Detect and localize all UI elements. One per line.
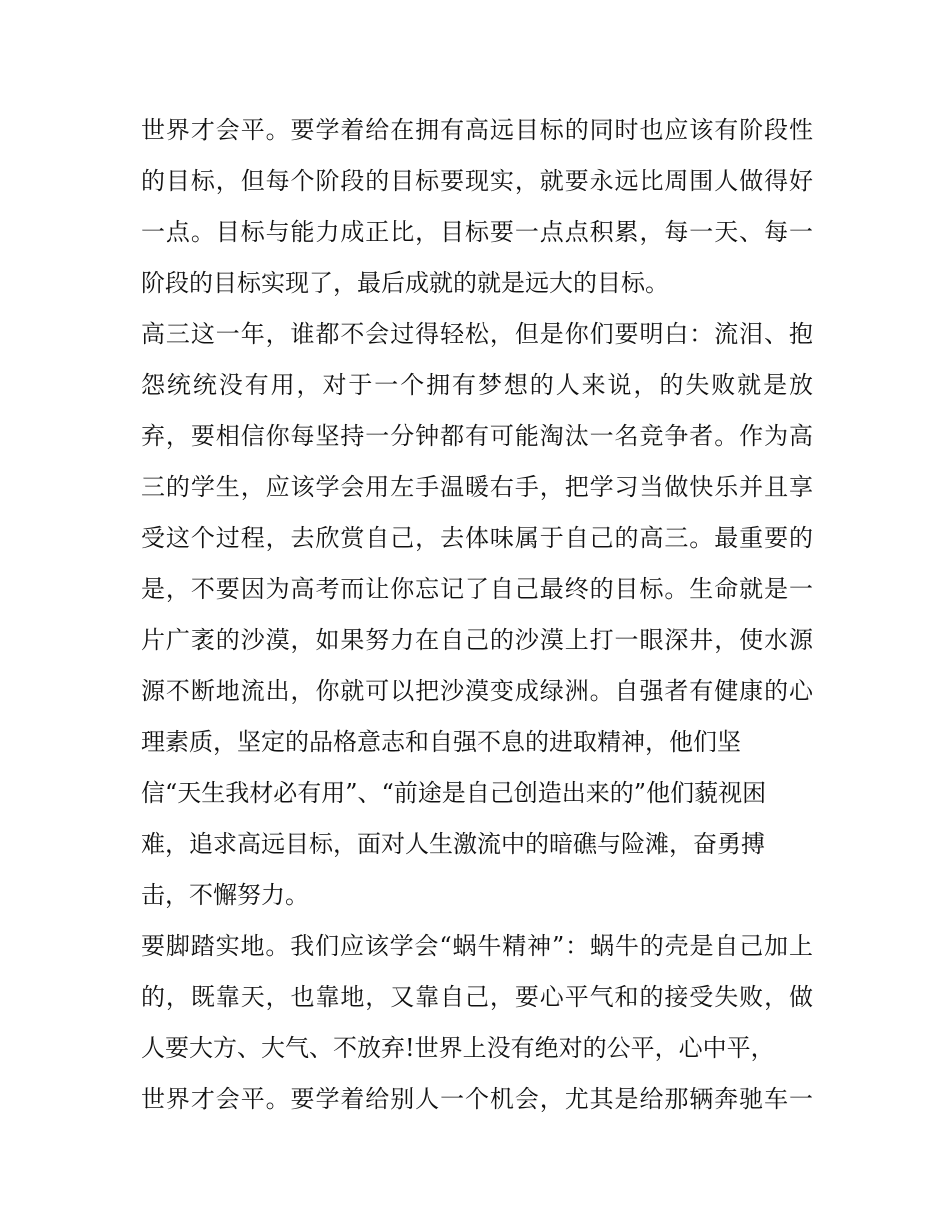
text-line: 信“天生我材必有用”、“前途是自己创造出来的”他们藐视困	[141, 779, 767, 807]
text-line: 世界才会平。要学着给在拥有高远目标的同时也应该有阶段性	[141, 116, 813, 144]
text-line: 一点。目标与能力成正比，目标要一点点积累，每一天、每一	[141, 218, 813, 246]
text-line: 源不断地流出，你就可以把沙漠变成绿洲。自强者有健康的心	[141, 677, 813, 705]
text-line: 人要大方、大气、不放弃!世界上没有绝对的公平，心中平，	[141, 1034, 775, 1062]
text-line: 高三这一年，谁都不会过得轻松，但是你们要明白：流泪、抱	[141, 320, 813, 348]
text-line: 要脚踏实地。我们应该学会“蜗牛精神”：蜗牛的壳是自己加上	[141, 932, 813, 960]
text-line: 阶段的目标实现了，最后成就的就是远大的目标。	[141, 269, 669, 297]
text-line: 片广袤的沙漠，如果努力在自己的沙漠上打一眼深井，使水源	[141, 626, 813, 654]
text-line: 是，不要因为高考而让你忘记了自己最终的目标。生命就是一	[141, 575, 813, 603]
text-line: 难，追求高远目标，面对人生激流中的暗礁与险滩，奋勇搏	[141, 830, 765, 858]
text-line: 的，既靠天，也靠地，又靠自己，要心平气和的接受失败，做	[141, 983, 813, 1011]
text-line: 理素质，坚定的品格意志和自强不息的进取精神，他们坚	[141, 728, 741, 756]
text-line: 的目标，但每个阶段的目标要现实，就要永远比周围人做得好	[141, 167, 813, 195]
text-line: 击，不懈努力。	[141, 881, 309, 909]
text-line: 怨统统没有用，对于一个拥有梦想的人来说，的失败就是放	[141, 371, 813, 399]
text-line: 弃，要相信你每坚持一分钟都有可能淘汰一名竞争者。作为高	[141, 422, 813, 450]
body-text	[141, 105, 813, 1125]
text-line: 三的学生，应该学会用左手温暖右手，把学习当做快乐并且享	[141, 473, 813, 501]
text-line: 受这个过程，去欣赏自己，去体味属于自己的高三。最重要的	[141, 524, 813, 552]
text-line: 世界才会平。要学着给别人一个机会，尤其是给那辆奔驰车一	[141, 1085, 813, 1113]
